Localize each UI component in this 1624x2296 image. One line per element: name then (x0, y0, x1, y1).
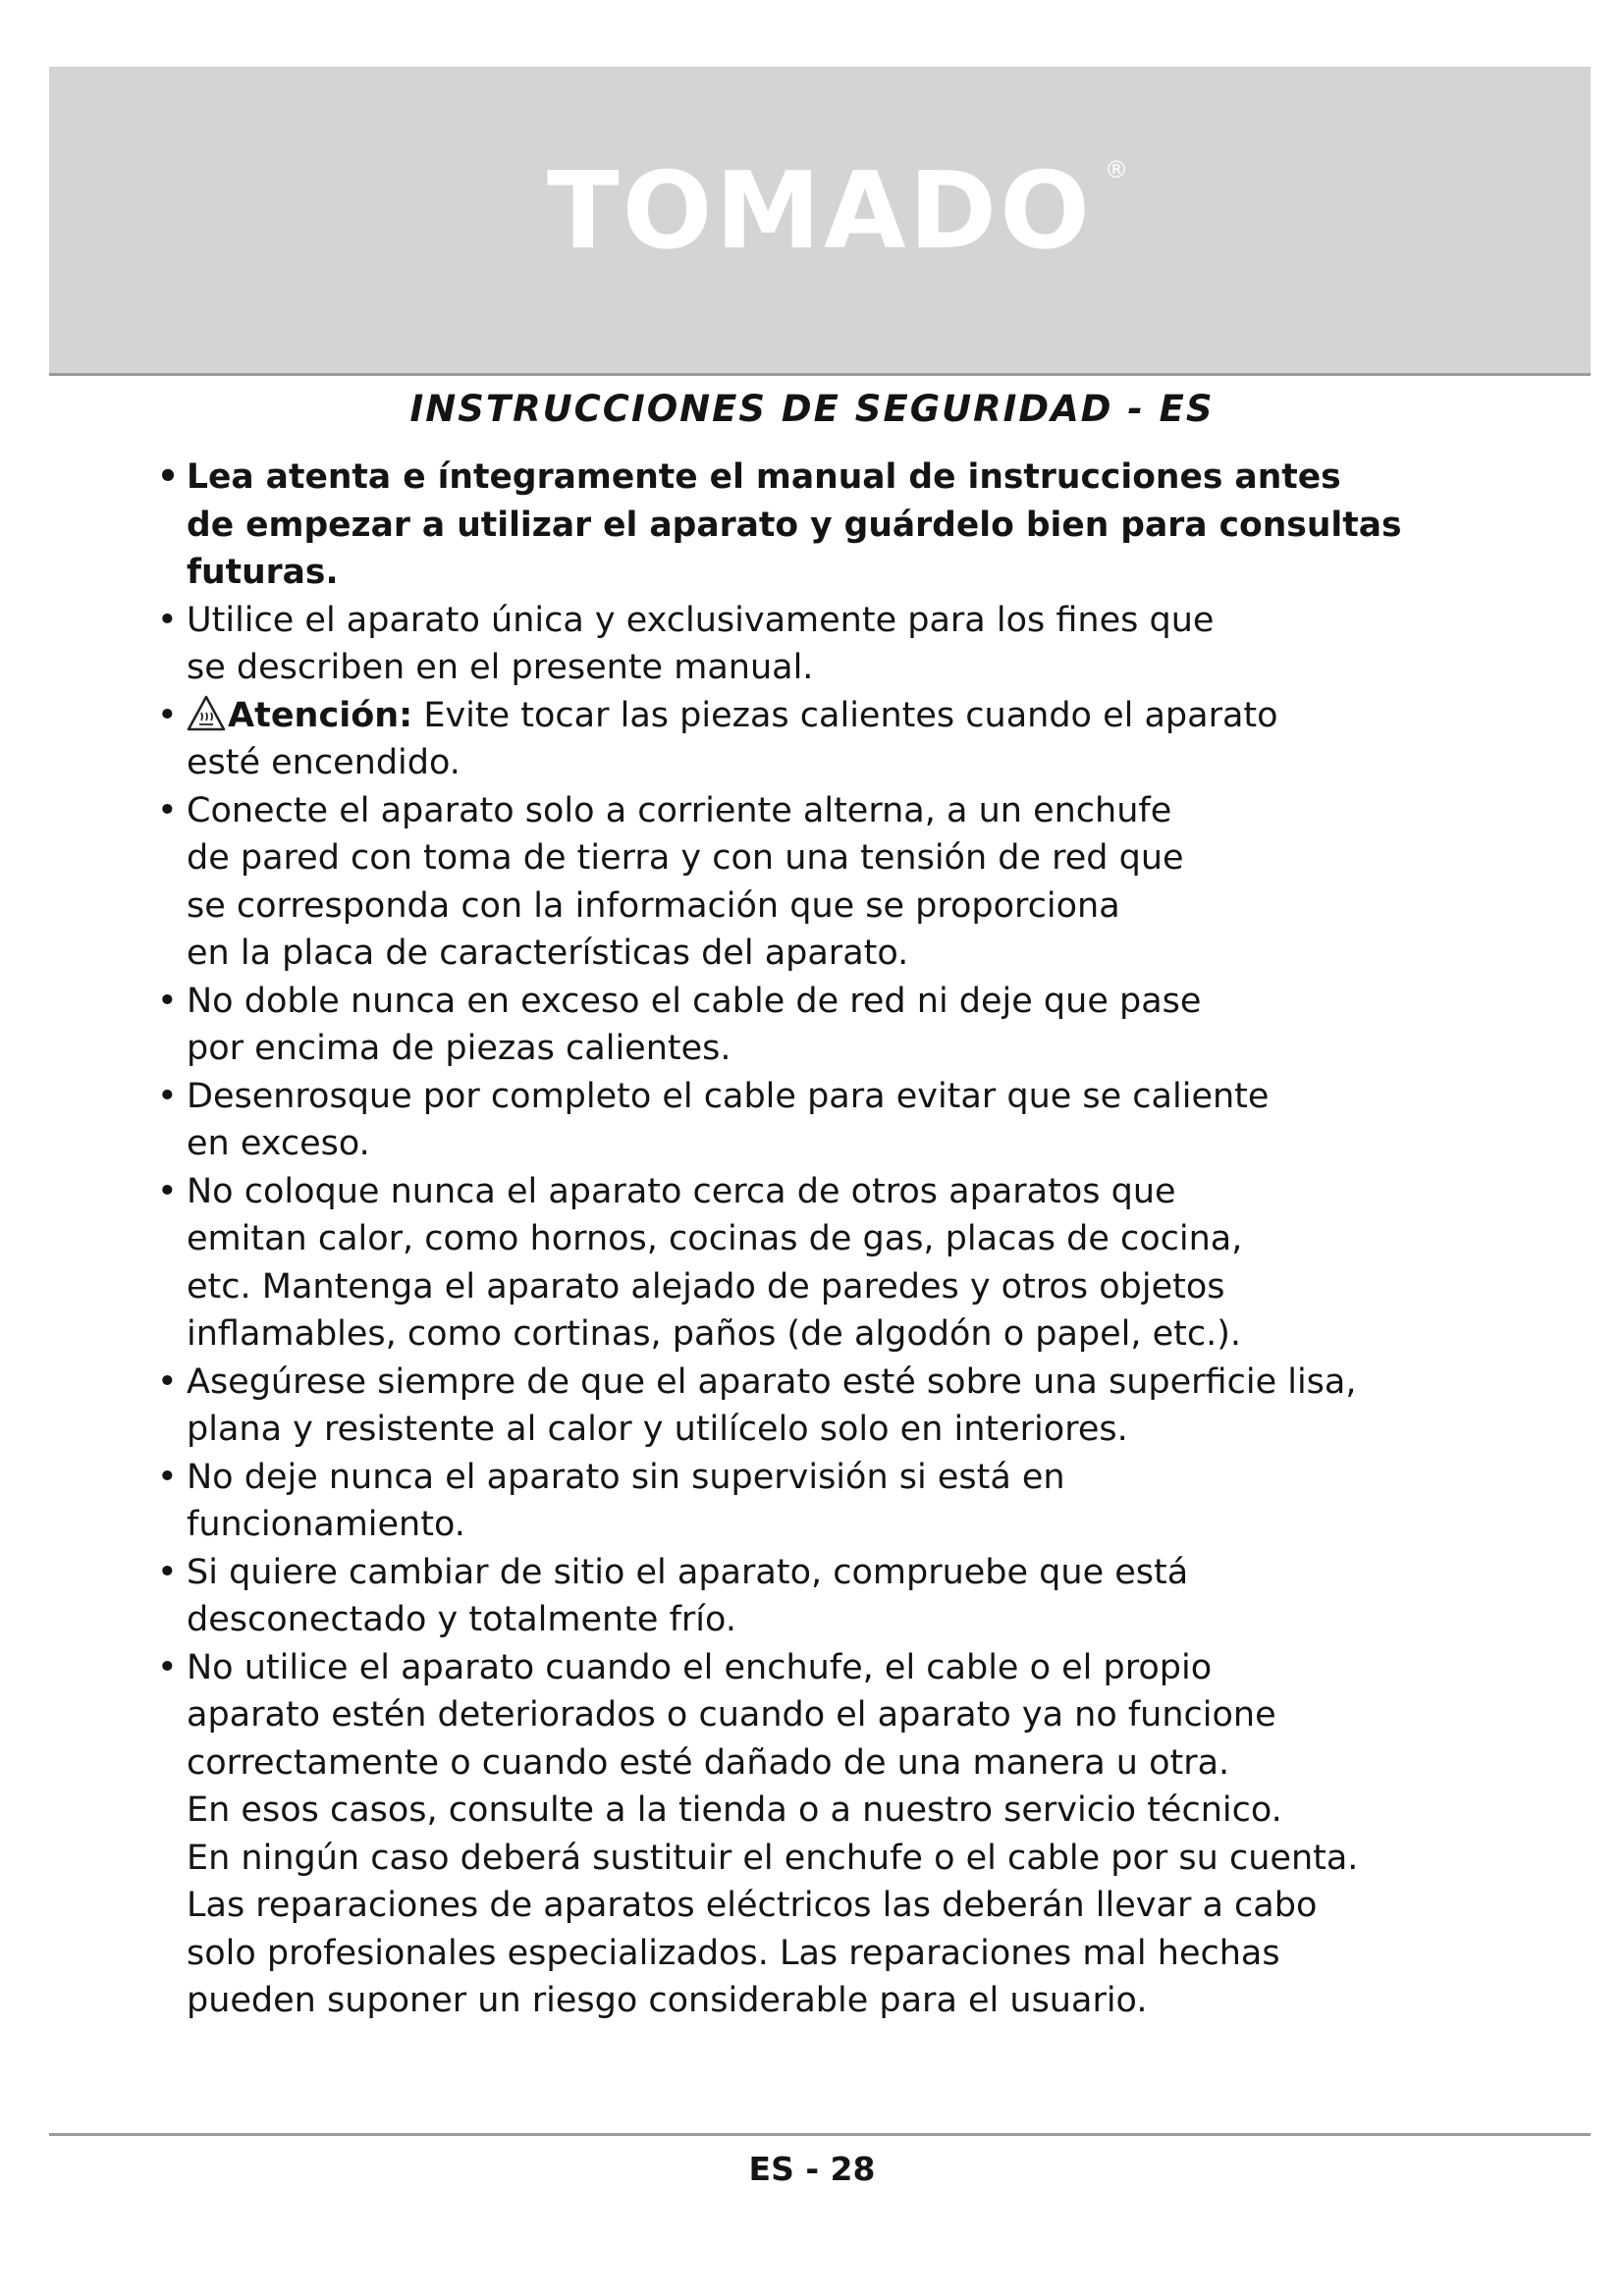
item-line: • No doble nunca en exceso el cable de red ni deje que pase (187, 981, 1202, 1021)
list-item (157, 1168, 1532, 1359)
list-item (157, 1644, 1532, 2025)
item-line: plana y resistente al calor y utilícelo solo en interiores. (187, 1410, 1128, 1449)
item-line: En ningún caso deberá sustituir el enchufe o el cable por su cuenta. (187, 1838, 1359, 1878)
item-line: en la placa de características del aparato. (187, 934, 909, 973)
list-item (157, 1454, 1532, 1549)
item-line: inflamables, como cortinas, paños (de algodón o papel, etc.). (187, 1314, 1242, 1354)
list-item (157, 787, 1532, 978)
item-line: • Conecte el aparato solo a corriente alterna, a un enchufe (187, 790, 1172, 830)
item-line: • No utilice el aparato cuando el enchufe, el cable o el propio (187, 1647, 1213, 1687)
item-line: futuras. (187, 553, 339, 592)
warning-label: Atención: (228, 695, 413, 735)
item-line: etc. Mantenga el aparato alejado de paredes y otros objetos (187, 1266, 1225, 1307)
item-line: correctamente o cuando esté dañado de una manera u otra. (187, 1742, 1230, 1783)
list-item (157, 1073, 1532, 1168)
hot-surface-warning-icon (187, 695, 226, 732)
item-line: de empezar a utilizar el aparato y guárdelo bien para consultas (187, 505, 1402, 545)
item-line: por encima de piezas calientes. (187, 1029, 731, 1068)
item-line: en exceso. (187, 1124, 370, 1163)
item-line: pueden suponer un riesgo considerable para el usuario. (187, 1981, 1148, 2020)
item-line: En esos casos, consulte a la tienda o a nuestro servicio técnico. (187, 1790, 1282, 1830)
item-line: se corresponda con la información que se proporciona (187, 885, 1120, 926)
item-line: funcionamiento. (187, 1505, 465, 1544)
item-line: desconectado y totalmente frío. (187, 1600, 736, 1639)
item-line: emitan calor, como hornos, cocinas de gas, placas de cocina, (187, 1219, 1243, 1258)
item-line: • No coloque nunca el aparato cerca de otros aparatos que (187, 1171, 1176, 1211)
warning-text: Evite tocar las piezas calientes cuando el aparato (423, 695, 1278, 735)
brand-logo (547, 149, 1128, 273)
header-band (49, 67, 1591, 376)
safety-instructions-list (157, 454, 1532, 2025)
item-line (187, 692, 1532, 740)
item-line: solo profesionales especializados. Las reparaciones mal hechas (187, 1933, 1280, 1973)
item-line: • Utilice el aparato única y exclusivamente para los fines que (187, 600, 1215, 640)
list-item (157, 597, 1532, 692)
list-item (157, 978, 1532, 1073)
item-line: • No deje nunca el aparato sin supervisión si está en (187, 1457, 1065, 1497)
page-number: ES - 28 (748, 2150, 876, 2188)
footer-divider (49, 2133, 1591, 2136)
item-line: aparato estén deteriorados o cuando el aparato ya no funcione (187, 1695, 1276, 1735)
item-line: • Asegúrese siempre de que el aparato esté sobre una superficie lisa, (187, 1362, 1357, 1402)
list-item (157, 1549, 1532, 1644)
item-line: • Lea atenta e íntegramente el manual de instrucciones antes (187, 457, 1341, 497)
item-line: de pared con toma de tierra y con una tensión de red que (187, 838, 1184, 878)
item-line: • Desenrosque por completo el cable para evitar que se caliente (187, 1076, 1270, 1116)
brand-name: TOMADO (547, 149, 1093, 273)
registered-mark: ® (1105, 155, 1128, 184)
list-item (157, 1359, 1532, 1454)
list-item-warning (157, 692, 1532, 787)
item-line: se describen en el presente manual. (187, 648, 814, 687)
item-line: • Si quiere cambiar de sitio el aparato, compruebe que está (187, 1552, 1189, 1592)
list-item (157, 454, 1532, 597)
item-line: Las reparaciones de aparatos eléctricos las deberán llevar a cabo (187, 1886, 1318, 1925)
item-line: esté encendido. (187, 743, 460, 782)
section-title: INSTRUCCIONES DE SEGURIDAD - ES (409, 388, 1215, 430)
